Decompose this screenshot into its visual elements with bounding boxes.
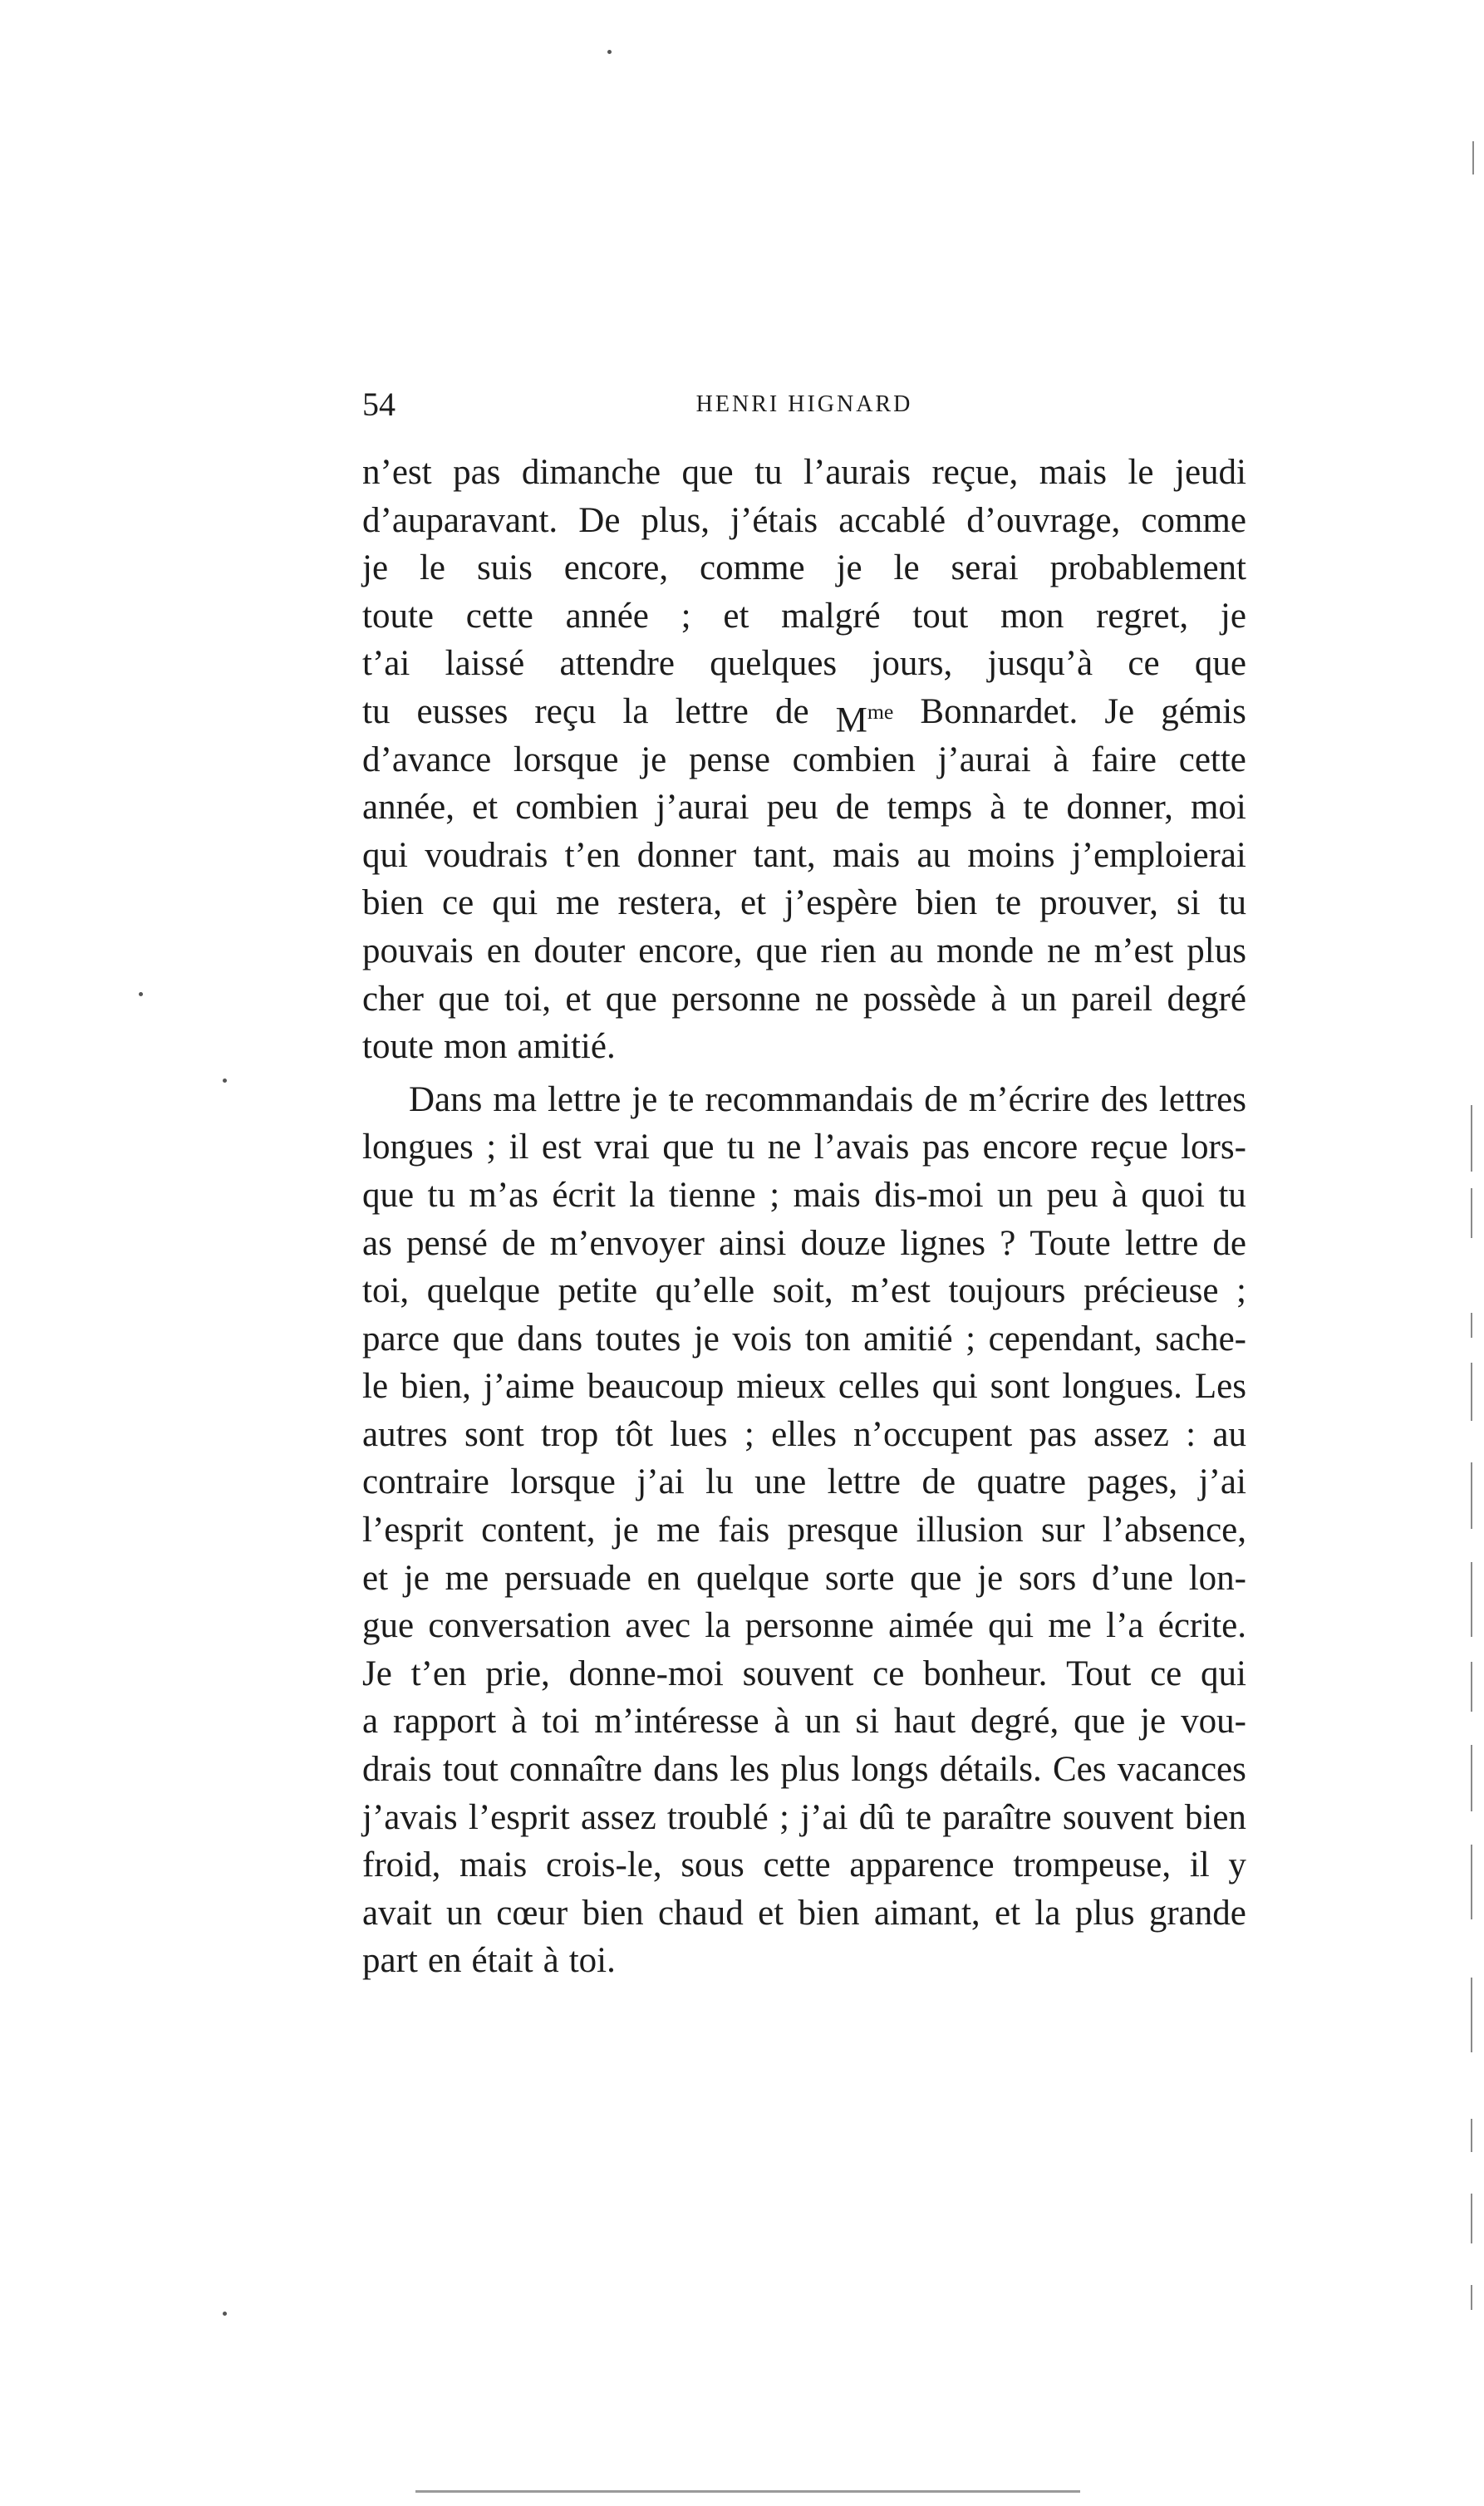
text-line: bien ce qui me restera, et j’espère bien te prouver, si tu bbox=[362, 883, 1246, 923]
text-line: avait un cœur bien chaud et bien aimant, et la plus grande bbox=[362, 1893, 1246, 1933]
text-line: froid, mais crois-le, sous cette apparence trompeuse, il y bbox=[362, 1845, 1246, 1885]
text-line: je le suis encore, comme je le serai probablement bbox=[362, 548, 1246, 588]
scan-edge-mark bbox=[1472, 141, 1474, 174]
text-line: cher que toi, et que personne ne possède à un pareil degré bbox=[362, 979, 1246, 1019]
text-line: part en était à toi. bbox=[362, 1941, 616, 1981]
text-line: n’est pas dimanche que tu l’aurais reçue, mais le jeudi bbox=[362, 453, 1246, 492]
text-line: l’esprit content, je me fais presque illusion sur l’absence, bbox=[362, 1511, 1246, 1550]
text-line: autres sont trop tôt lues ; elles n’occupent pas assez : au bbox=[362, 1414, 1246, 1454]
scan-edge-mark bbox=[1471, 1363, 1472, 1421]
text-line: tu eusses reçu la lettre de $M^{me}$ Bonnardet. Je gémis bbox=[362, 691, 1246, 740]
scan-edge-mark bbox=[1471, 1978, 1472, 2052]
text-line: drais tout connaître dans les plus longs détails. Ces vacances bbox=[362, 1750, 1246, 1790]
text-line: gue conversation avec la personne aimée qui me l’a écrite. bbox=[362, 1606, 1246, 1646]
text-line: toute cette année ; et malgré tout mon regret, je bbox=[362, 596, 1246, 636]
scan-edge-mark bbox=[1471, 2194, 1472, 2243]
text-line: j’avais l’esprit assez troublé ; j’ai dû te paraître souvent bien bbox=[362, 1797, 1246, 1837]
text-line: d’auparavant. De plus, j’étais accablé d’ouvrage, comme bbox=[362, 500, 1246, 540]
scan-edge-mark bbox=[1471, 2285, 1472, 2310]
text-line: parce que dans toutes je vois ton amitié ; cependant, sache- bbox=[362, 1319, 1246, 1359]
running-head: HENRI HIGNARD bbox=[695, 391, 913, 417]
scan-edge-mark bbox=[1471, 1745, 1472, 1811]
text-line: qui voudrais t’en donner tant, mais au moins j’emploierai bbox=[362, 835, 1246, 875]
scan-bottom-edge bbox=[415, 2490, 1080, 2493]
text-line: toute mon amitié. bbox=[362, 1027, 616, 1067]
scan-speck bbox=[139, 992, 143, 996]
text-line: Je t’en prie, donne-moi souvent ce bonheur. Tout ce qui bbox=[362, 1653, 1246, 1693]
text-line: as pensé de m’envoyer ainsi douze lignes ? Toute lettre de bbox=[362, 1223, 1246, 1263]
paragraph-1 bbox=[362, 449, 1246, 1071]
scan-edge-mark bbox=[1471, 1662, 1472, 1712]
text-line: d’avance lorsque je pense combien j’aurai à faire cette bbox=[362, 740, 1246, 779]
text-line: année, et combien j’aurai peu de temps à te donner, moi bbox=[362, 788, 1246, 828]
scan-edge-mark bbox=[1471, 1188, 1472, 1238]
text-line: Dans ma lettre je te recommandais de m’écrire des lettres bbox=[409, 1079, 1246, 1119]
text-line: t’ai laissé attendre quelques jours, jusqu’à ce que bbox=[362, 644, 1246, 684]
scan-edge-mark bbox=[1471, 2119, 1472, 2152]
scan-edge-mark bbox=[1471, 1313, 1472, 1338]
scan-speck bbox=[223, 2312, 227, 2316]
text-line: pouvais en douter encore, que rien au monde ne m’est plus bbox=[362, 931, 1246, 970]
text-line: le bien, j’aime beaucoup mieux celles qui sont longues. Les bbox=[362, 1367, 1246, 1407]
body-text bbox=[362, 449, 1246, 1985]
scan-speck bbox=[223, 1079, 227, 1083]
scan-edge-mark bbox=[1471, 1562, 1472, 1637]
scan-edge-mark bbox=[1471, 1462, 1472, 1529]
page-header bbox=[362, 384, 1246, 425]
text-line: contraire lorsque j’ai lu une lettre de quatre pages, j’ai bbox=[362, 1462, 1246, 1502]
text-line: que tu m’as écrit la tienne ; mais dis-moi un peu à quoi tu bbox=[362, 1175, 1246, 1215]
scan-speck bbox=[607, 50, 612, 54]
text-line: longues ; il est vrai que tu ne l’avais pas encore reçue lors- bbox=[362, 1128, 1246, 1167]
text-line: et je me persuade en quelque sorte que je sors d’une lon- bbox=[362, 1558, 1246, 1598]
scan-edge-mark bbox=[1471, 1845, 1472, 1919]
scan-edge-mark bbox=[1471, 1105, 1472, 1172]
page-number: 54 bbox=[362, 386, 396, 423]
paragraph-2 bbox=[362, 1076, 1246, 1985]
text-line: a rapport à toi m’intéresse à un si haut degré, que je vou- bbox=[362, 1702, 1246, 1742]
text-line: toi, quelque petite qu’elle soit, m’est toujours précieuse ; bbox=[362, 1271, 1246, 1311]
